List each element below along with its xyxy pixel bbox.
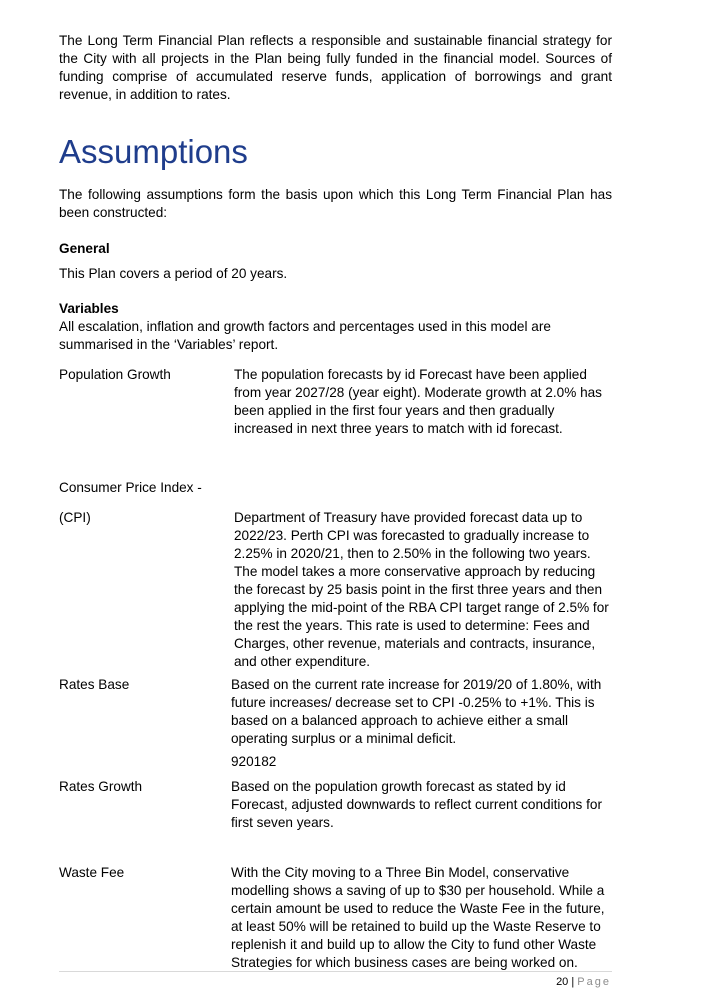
rates-base-text: Based on the current rate increase for 2019/20 of 1.80%, with future increases/ decrease set to CPI -0.25% to +1%. This is based on a balanced approach to achieve either a small operating surplus or a minimal deficit. bbox=[231, 677, 602, 746]
waste-fee-text: With the City moving to a Three Bin Model, conservative modelling shows a saving of up to $30 per household. While a certain amount be used to reduce the Waste Fee in the future, at least 50% will be retained to build up the Waste Reserve to replenish it and build up to allow the City to fund other Waste Strategies for which business cases are being worked on. bbox=[231, 865, 605, 970]
rates-growth-label: Rates Growth bbox=[59, 779, 143, 794]
rates-base-label: Rates Base bbox=[59, 677, 130, 692]
footer-separator: | bbox=[571, 976, 575, 988]
cpi-label-line2: (CPI) bbox=[59, 510, 91, 525]
page-number: 20 bbox=[556, 976, 569, 988]
variables-text: All escalation, inflation and growth factors and percentages used in this model are summarised in the ‘Variables’ report. bbox=[59, 319, 551, 352]
variables-subheading: Variables bbox=[59, 301, 119, 316]
page-word: Page bbox=[577, 976, 611, 988]
lead-paragraph: The following assumptions form the basis upon which this Long Term Financial Plan has been constructed: bbox=[59, 187, 612, 220]
footer-divider bbox=[59, 971, 612, 972]
population-growth-label: Population Growth bbox=[59, 367, 171, 382]
cpi-text: Department of Treasury have provided forecast data up to 2022/23. Perth CPI was forecasted to gradually increase to 2.25% in 2020/21, then to 2.50% in the following two years. The model takes a more conservative approach by reducing the forecast by 25 basis point in the first three years and then applying the mid-point of the RBA CPI target range of 2.5% for the rest the years. This rate is used to determine: Fees and Charges, other revenue, materials and contracts, insurance, and other expenditure. bbox=[234, 510, 609, 669]
population-growth-text: The population forecasts by id Forecast have been applied from year 2027/28 (year eight). Moderate growth at 2.0% has been applied in the first four years and then gradually increased in next three years to match with id forecast. bbox=[234, 367, 602, 436]
waste-fee-label: Waste Fee bbox=[59, 865, 125, 880]
general-subheading: General bbox=[59, 241, 110, 256]
rates-base-reference: 920182 bbox=[231, 754, 277, 769]
page-footer bbox=[556, 975, 611, 989]
rates-growth-text: Based on the population growth forecast as stated by id Forecast, adjusted downwards to reflect current conditions for first seven years. bbox=[231, 779, 602, 830]
cpi-label-line1: Consumer Price Index - bbox=[59, 480, 202, 495]
section-heading: Assumptions bbox=[59, 133, 248, 170]
general-text: This Plan covers a period of 20 years. bbox=[59, 266, 288, 281]
intro-paragraph: The Long Term Financial Plan reflects a responsible and sustainable financial strategy for the City with all projects in the Plan being fully funded in the financial model. Sources of funding comprise of accumulated reserve funds, application of borrowings and grant revenue, in addition to rates. bbox=[59, 33, 612, 102]
